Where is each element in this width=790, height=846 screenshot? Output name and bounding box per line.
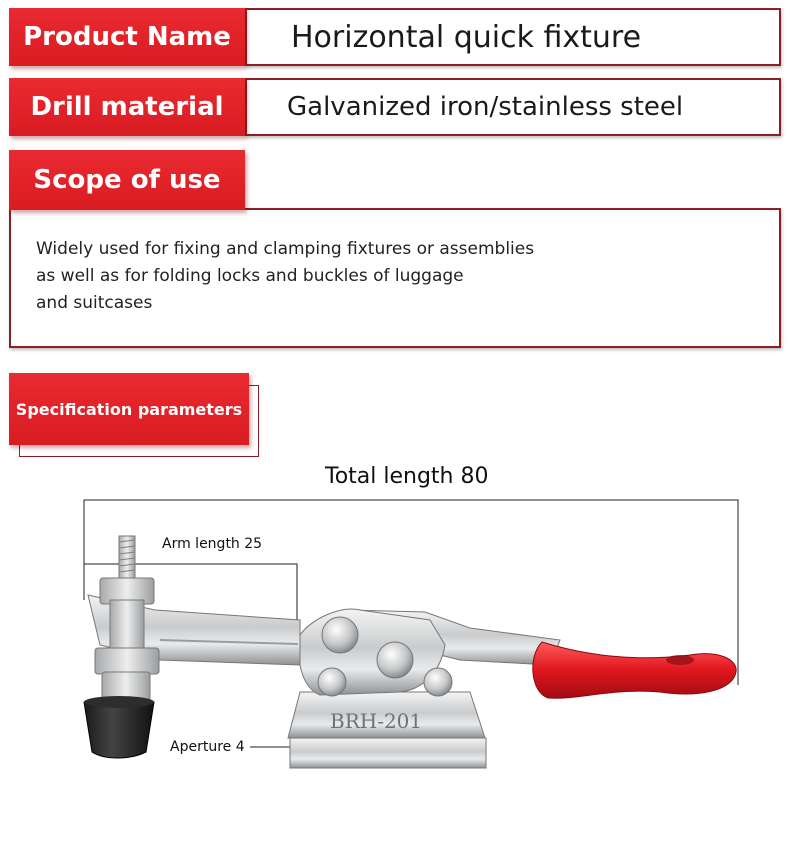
scope-line: Widely used for fixing and clamping fixtures or assemblies [36,239,535,259]
total-length-label: Total length 80 [325,464,489,489]
aperture-label: Aperture 4 [170,739,245,755]
product-name-label: Product Name [9,8,245,66]
product-name-value: Horizontal quick fixture [291,19,642,55]
arm-length-label: Arm length 25 [162,536,263,552]
scope-line: and suitcases [36,293,153,313]
clamp-illustration [0,460,790,846]
specification-header [9,373,261,459]
scope-of-use-label: Scope of use [9,150,245,210]
model-stamp: BRH-201 [330,709,423,733]
specification-label: Specification parameters [9,373,249,445]
drill-material-label: Drill material [9,78,245,136]
clamp-body [299,609,452,696]
product-name-value-box [245,8,781,66]
drill-material-row [9,78,781,136]
drill-material-value: Galvanized iron/stainless steel [287,92,684,122]
scope-of-use-text-box [9,208,781,348]
scope-of-use-row [9,150,781,350]
drill-material-value-box [245,78,781,136]
scope-line: as well as for folding locks and buckles of luggage [36,266,464,286]
base-plate [288,692,486,768]
clamp-diagram [0,460,790,846]
product-name-row [9,8,781,66]
